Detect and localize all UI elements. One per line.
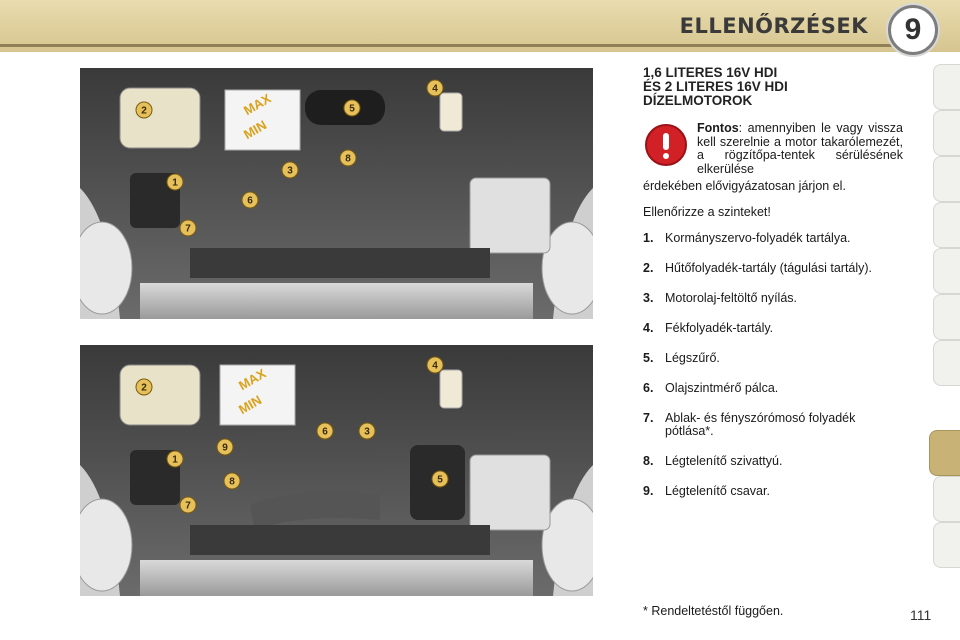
callout-badge-4: [427, 80, 443, 96]
footnote: * Rendeltetéstől függően.: [643, 604, 784, 618]
list-item: [643, 262, 905, 276]
svg-text:6: 6: [322, 426, 328, 438]
thumb-tab[interactable]: [933, 202, 960, 248]
callout-badge-8: [224, 473, 240, 489]
svg-text:4: 4: [432, 360, 438, 372]
svg-text:7: 7: [185, 223, 191, 235]
thumb-tab[interactable]: [933, 64, 960, 110]
svg-text:3: 3: [364, 426, 370, 438]
item-number: 3.: [643, 290, 654, 305]
svg-text:3: 3: [287, 165, 293, 177]
chapter-thumb-tabs: [932, 64, 960, 574]
engine-bay-image-bottom: [80, 345, 593, 596]
callout-badge-9: [217, 439, 233, 455]
list-item: [643, 292, 905, 306]
gauge-min-label: MIN: [236, 392, 265, 418]
thumb-tab[interactable]: [933, 110, 960, 156]
warning-continuation: érdekében elővigyázatosan járjon el.: [643, 179, 846, 193]
chapter-number-badge: 9: [888, 5, 938, 55]
item-number: 7.: [643, 410, 654, 425]
callout-badge-3: [359, 423, 375, 439]
callout-badge-6: [317, 423, 333, 439]
callout-badge-6: [242, 192, 258, 208]
svg-text:4: 4: [432, 83, 438, 95]
callout-badge-2: [136, 379, 152, 395]
item-number: 8.: [643, 454, 654, 468]
svg-text:2: 2: [141, 105, 147, 117]
warning-text: [697, 122, 903, 176]
svg-text:1: 1: [172, 177, 178, 189]
chapter-title: ELLENŐRZÉSEK: [679, 14, 868, 38]
svg-text:5: 5: [349, 103, 355, 115]
callout-badge-7: [180, 497, 196, 513]
section-title: [643, 66, 905, 108]
callout-badge-1: [167, 451, 183, 467]
item-number: 9.: [643, 484, 654, 498]
thumb-tab[interactable]: [933, 340, 960, 386]
item-text: Kormányszervo-folyadék tartálya.: [665, 230, 851, 245]
page-header: [0, 0, 960, 52]
section-title-line: ÉS 2 LITERES 16V HDI: [643, 79, 788, 94]
thumb-tab-active[interactable]: [929, 430, 960, 476]
svg-text:8: 8: [345, 153, 351, 165]
thumb-tab[interactable]: [933, 156, 960, 202]
text-column: [643, 66, 905, 515]
item-text: Hűtőfolyadék-tartály (tágulási tartály).: [665, 260, 873, 275]
header-rule: [0, 44, 900, 47]
item-number: 2.: [643, 260, 654, 275]
engine-bay-image-top: [80, 68, 593, 319]
svg-text:6: 6: [247, 195, 253, 207]
svg-text:7: 7: [185, 500, 191, 512]
callout-badge-2: [136, 102, 152, 118]
item-text: Ablak- és fényszórómosó folyadék pótlása*.: [665, 410, 856, 438]
list-item: [643, 455, 905, 469]
item-text: Légszűrő.: [665, 350, 720, 365]
item-text: Légtelenítő szivattyú.: [665, 454, 783, 468]
callout-badge-8: [340, 150, 356, 166]
list-item: [643, 485, 905, 499]
svg-text:2: 2: [141, 382, 147, 394]
list-item: [643, 232, 905, 246]
item-text: Fékfolyadék-tartály.: [665, 320, 774, 335]
warning-body: : amennyiben le vagy vissza kell szerelnie a motor takarólemezét, a rögzítőpa-tentek sérülésének elkerülése: [697, 121, 903, 176]
warning-label: Fontos: [697, 121, 739, 135]
item-number: 1.: [643, 230, 654, 245]
item-text: Motorolaj-feltöltő nyílás.: [665, 290, 798, 305]
callout-badge-5: [432, 471, 448, 487]
intro-text: Ellenőrizze a szinteket!: [643, 204, 771, 219]
item-number: 4.: [643, 320, 654, 335]
callout-badge-4: [427, 357, 443, 373]
list-item: [643, 412, 905, 439]
thumb-tab[interactable]: [933, 476, 960, 522]
gauge-min-label: MIN: [241, 117, 270, 143]
callout-badge-3: [282, 162, 298, 178]
item-number: 5.: [643, 350, 654, 365]
page-number: 111: [910, 607, 932, 623]
svg-text:9: 9: [222, 442, 228, 454]
item-number: 6.: [643, 380, 654, 395]
thumb-tab[interactable]: [933, 294, 960, 340]
section-title-line: 1,6 LITERES 16V HDI: [643, 65, 778, 80]
gauge-max-label: MAX: [236, 365, 269, 394]
component-list: [643, 232, 905, 499]
svg-text:5: 5: [437, 474, 443, 486]
thumb-tab[interactable]: [933, 522, 960, 568]
callout-badge-7: [180, 220, 196, 236]
list-item: [643, 322, 905, 336]
callout-badge-1: [167, 174, 183, 190]
gauge-max-label: MAX: [241, 90, 274, 119]
svg-text:8: 8: [229, 476, 235, 488]
svg-text:1: 1: [172, 454, 178, 466]
list-item: [643, 352, 905, 366]
warning-block: [643, 122, 905, 180]
thumb-tab[interactable]: [933, 248, 960, 294]
exclamation-circle-icon: [645, 124, 687, 166]
list-item: [643, 382, 905, 396]
item-text: Légtelenítő csavar.: [665, 484, 770, 498]
section-title-line: DÍZELMOTOROK: [643, 93, 753, 108]
callout-badge-5: [344, 100, 360, 116]
item-text: Olajszintmérő pálca.: [665, 380, 779, 395]
